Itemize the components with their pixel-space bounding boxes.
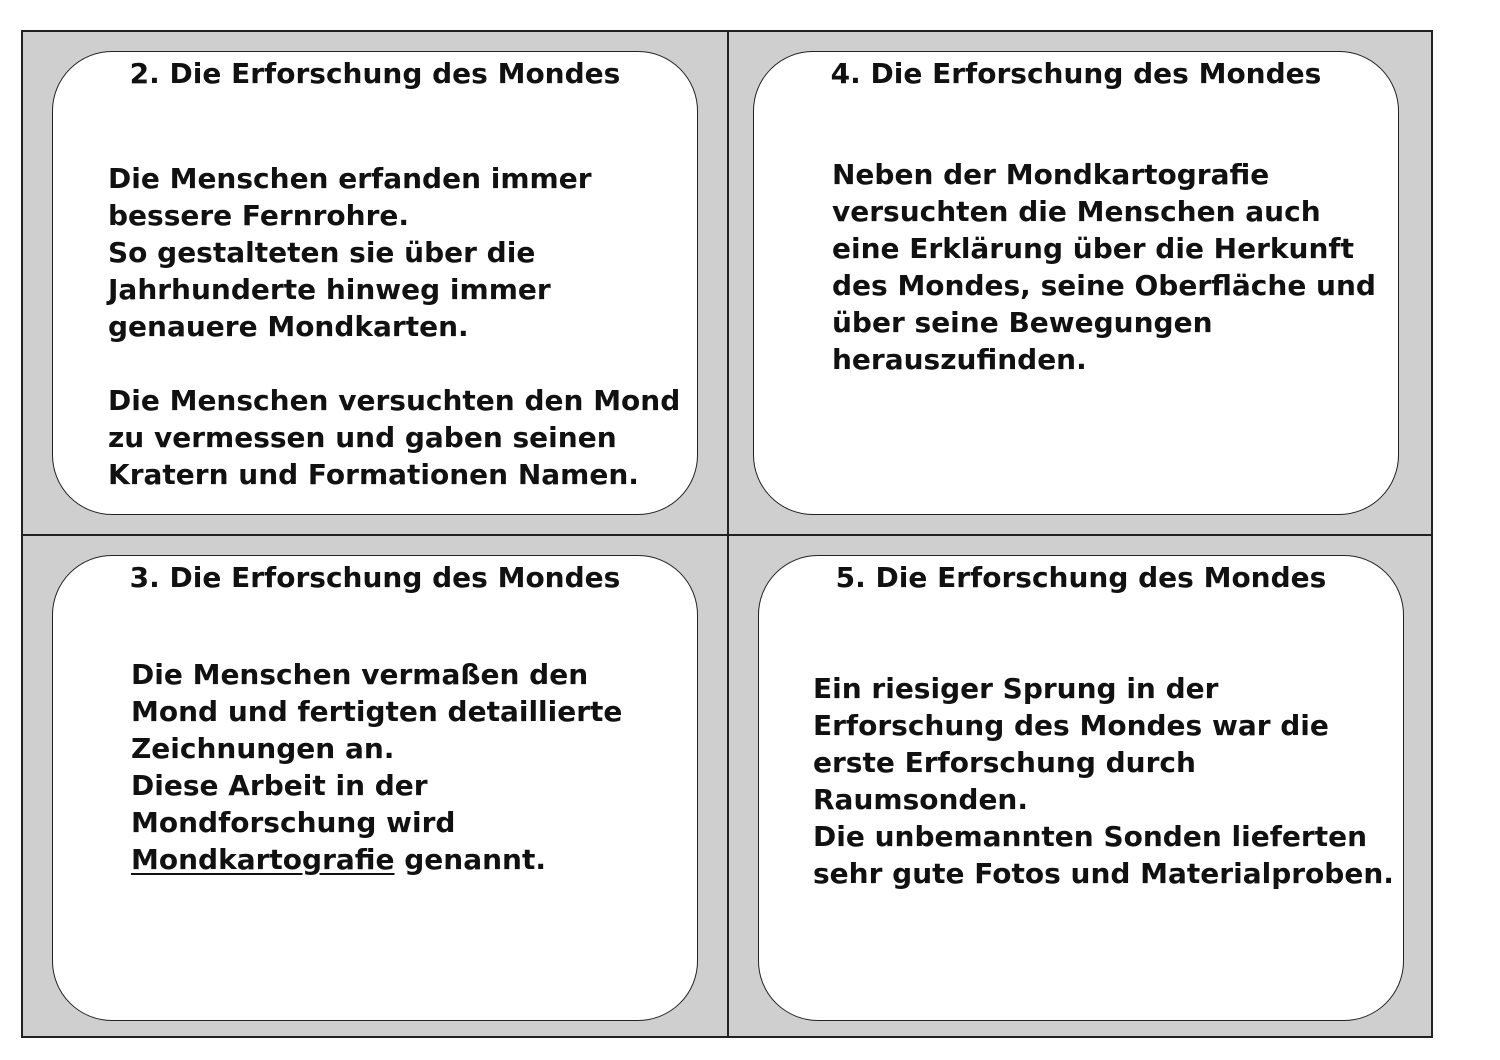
card-text	[131, 656, 622, 878]
text-line: Die Menschen vermaßen den	[131, 658, 589, 691]
text-line: erste Erforschung durch	[813, 746, 1196, 779]
text-line: Mondforschung wird	[131, 806, 456, 839]
card-3	[52, 555, 698, 1021]
text-line: Diese Arbeit in der	[131, 769, 428, 802]
card-sheet	[21, 30, 1433, 1038]
text-line	[131, 841, 622, 878]
card-text	[832, 156, 1376, 378]
text-line: herauszufinden.	[832, 343, 1087, 376]
text-line: über seine Bewegungen	[832, 306, 1213, 339]
text-line: Neben der Mondkartografie	[832, 158, 1270, 191]
text-line: versuchten die Menschen auch	[832, 195, 1321, 228]
text-line: eine Erklärung über die Herkunft	[832, 232, 1354, 265]
text-line: Erforschung des Mondes war die	[813, 709, 1329, 742]
text-line: genauere Mondkarten.	[108, 310, 469, 343]
card-title: 3. Die Erforschung des Mondes	[129, 561, 621, 594]
text-line: Kratern und Formationen Namen.	[108, 458, 639, 491]
text-line: Zeichnungen an.	[131, 732, 395, 765]
cell-top-right	[729, 32, 1431, 536]
card-5	[758, 555, 1404, 1021]
text-line: des Mondes, seine Oberfläche und	[832, 269, 1376, 302]
card-4	[753, 51, 1399, 515]
underlined-term: Mondkartografie	[131, 843, 395, 876]
text-line: Ein riesiger Sprung in der	[813, 672, 1219, 705]
text-line: zu vermessen und gaben seinen	[108, 421, 617, 454]
cell-bottom-right	[729, 536, 1431, 1036]
text-line: So gestalteten sie über die	[108, 236, 536, 269]
cell-top-left	[23, 32, 729, 536]
card-2	[52, 51, 698, 515]
text-line: Mond und fertigten detaillierte	[131, 695, 623, 728]
text-line: Die Menschen erfanden immer	[108, 162, 592, 195]
text-line: bessere Fernrohre.	[108, 199, 410, 232]
text-line: Raumsonden.	[813, 783, 1029, 816]
text-line: Die unbemannten Sonden lieferten	[813, 820, 1367, 853]
card-text	[108, 160, 680, 493]
text-line: Die Menschen versuchten den Mond	[108, 384, 681, 417]
card-title: 2. Die Erforschung des Mondes	[129, 57, 621, 90]
card-text	[813, 670, 1394, 892]
text-fragment: genannt.	[394, 843, 547, 876]
text-line: Jahrhunderte hinweg immer	[108, 273, 551, 306]
text-line: sehr gute Fotos und Materialproben.	[813, 857, 1394, 890]
card-title: 4. Die Erforschung des Mondes	[830, 57, 1322, 90]
cell-bottom-left	[23, 536, 729, 1036]
card-title: 5. Die Erforschung des Mondes	[835, 561, 1327, 594]
